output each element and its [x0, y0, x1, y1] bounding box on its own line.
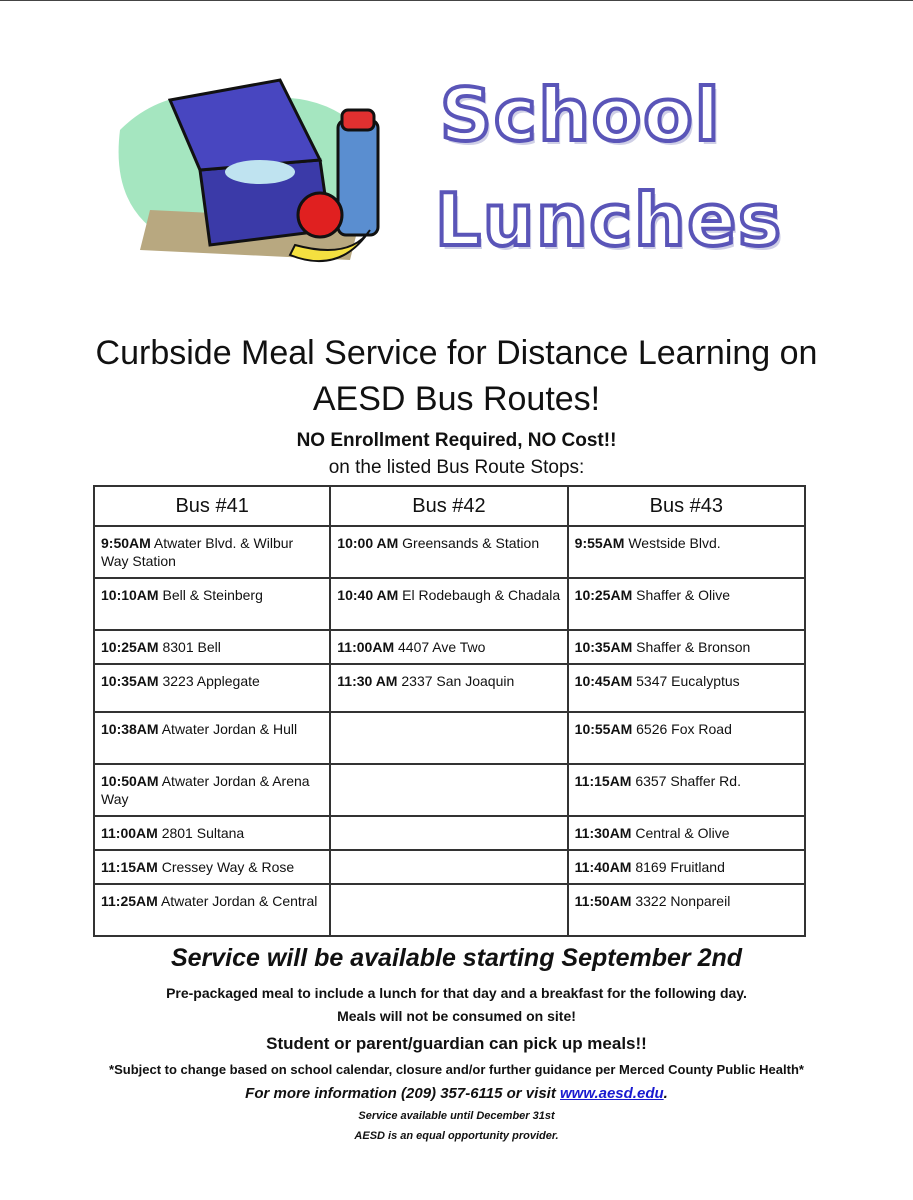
stop-location: 4407 Ave Two: [398, 639, 486, 655]
stop-cell: [94, 884, 330, 936]
stop-time: 10:25AM: [574, 587, 633, 603]
stop-location: Atwater Jordan & Central: [160, 893, 318, 909]
stop-cell: [94, 850, 330, 884]
stop-cell: [568, 664, 805, 712]
stop-cell: [568, 578, 805, 630]
stop-time: 11:50AM: [574, 893, 632, 909]
stop-time: 10:55AM: [574, 721, 633, 737]
stop-time: 11:00AM: [337, 639, 395, 655]
stop-location: 3322 Nonpareil: [635, 893, 731, 909]
stop-cell: [568, 850, 805, 884]
stop-cell: [94, 816, 330, 850]
stop-time: 11:25AM: [101, 893, 158, 909]
stop-cell: [94, 764, 330, 816]
stop-time: 9:55AM: [574, 535, 625, 551]
stop-time: 11:15AM: [574, 773, 632, 789]
column-header: Bus #41: [94, 486, 330, 526]
service-until: Service available until December 31st: [358, 1110, 555, 1122]
meal-description: Pre-packaged meal to include a lunch for that day and a breakfast for the following day.: [166, 985, 747, 1001]
logo-word-school: School: [440, 73, 722, 157]
table-row: [94, 712, 805, 764]
stop-location: Greensands & Station: [402, 535, 540, 551]
stop-cell: [330, 664, 567, 712]
top-border: [0, 0, 913, 1]
disclaimer: *Subject to change based on school calendar, closure and/or further guidance per Merced County Public Health*: [109, 1062, 804, 1077]
stop-cell: [568, 884, 805, 936]
stop-cell: [94, 664, 330, 712]
stop-cell: [94, 526, 330, 578]
stop-time: 11:15AM: [101, 859, 158, 875]
stop-time: 10:50AM: [101, 773, 159, 789]
stop-cell: [94, 578, 330, 630]
equal-opportunity: AESD is an equal opportunity provider.: [354, 1130, 559, 1142]
lunchbox-illustration-icon: [110, 60, 410, 290]
stop-location: 2801 Sultana: [161, 825, 245, 841]
stop-cell: [568, 816, 805, 850]
stop-location: 6526 Fox Road: [636, 721, 732, 737]
stop-time: 10:25AM: [101, 639, 159, 655]
stop-location: 8301 Bell: [162, 639, 221, 655]
stop-cell: [330, 850, 567, 884]
stop-location: Atwater Jordan & Hull: [161, 721, 298, 737]
stop-cell: [568, 630, 805, 664]
stop-cell: [94, 712, 330, 764]
stop-location: 3223 Applegate: [162, 673, 260, 689]
stop-time: 11:40AM: [574, 859, 632, 875]
more-info-suffix: .: [663, 1085, 668, 1102]
page-title-line2: AESD Bus Routes!: [312, 380, 601, 418]
stop-time: 10:40 AM: [337, 587, 399, 603]
stop-time: 11:30AM: [574, 825, 632, 841]
stop-cell: [330, 816, 567, 850]
more-info-text: For more information (209) 357-6115 or visit: [245, 1085, 560, 1102]
stop-location: Atwater Blvd. & Wilbur Way Station: [101, 535, 294, 569]
logo-word-lunches: Lunches: [435, 178, 784, 262]
service-start: Service will be available starting September 2nd: [170, 944, 743, 972]
stop-cell: [94, 630, 330, 664]
table-row: [94, 664, 805, 712]
table-row: [94, 850, 805, 884]
table-row: [94, 884, 805, 936]
stop-cell: [568, 526, 805, 578]
stop-location: Shaffer & Olive: [636, 587, 731, 603]
stop-time: 10:10AM: [101, 587, 159, 603]
stop-time: 11:00AM: [101, 825, 158, 841]
stop-cell: [330, 526, 567, 578]
table-row: [94, 764, 805, 816]
stop-location: Shaffer & Bronson: [636, 639, 751, 655]
table-row: [94, 630, 805, 664]
stop-time: 10:38AM: [101, 721, 159, 737]
stop-cell: [330, 712, 567, 764]
bus-schedule-table: [93, 485, 806, 937]
website-link[interactable]: www.aesd.edu: [560, 1085, 664, 1102]
stop-location: 6357 Shaffer Rd.: [635, 773, 741, 789]
stop-cell: [330, 578, 567, 630]
stop-cell: [330, 630, 567, 664]
stop-location: Central & Olive: [635, 825, 730, 841]
table-row: [94, 816, 805, 850]
stop-cell: [330, 764, 567, 816]
stop-cell: [568, 712, 805, 764]
table-row: [94, 526, 805, 578]
stop-location: 8169 Fruitland: [635, 859, 725, 875]
intro-text: on the listed Bus Route Stops:: [328, 457, 585, 478]
stop-location: El Rodebaugh & Chadala: [402, 587, 561, 603]
stop-location: Cressey Way & Rose: [161, 859, 295, 875]
column-header: Bus #42: [330, 486, 567, 526]
column-header: Bus #43: [568, 486, 805, 526]
stop-time: 11:30 AM: [337, 673, 398, 689]
stop-location: Atwater Jordan & Arena Way: [101, 773, 310, 807]
stop-location: Westside Blvd.: [628, 535, 721, 551]
page-title-line1: Curbside Meal Service for Distance Learning on: [95, 334, 818, 372]
stop-time: 10:00 AM: [337, 535, 399, 551]
stop-time: 10:45AM: [574, 673, 633, 689]
no-onsite-note: Meals will not be consumed on site!: [337, 1008, 576, 1024]
stop-location: Bell & Steinberg: [162, 587, 263, 603]
stop-cell: [330, 884, 567, 936]
stop-time: 9:50AM: [101, 535, 151, 551]
stop-location: 2337 San Joaquin: [401, 673, 515, 689]
table-row: [94, 578, 805, 630]
stop-cell: [568, 764, 805, 816]
stop-time: 10:35AM: [574, 639, 633, 655]
stop-time: 10:35AM: [101, 673, 159, 689]
subtitle: NO Enrollment Required, NO Cost!!: [296, 430, 617, 451]
more-info: [0, 1085, 913, 1102]
pickup-note: Student or parent/guardian can pick up meals!!: [266, 1034, 647, 1053]
stop-location: 5347 Eucalyptus: [636, 673, 740, 689]
school-lunches-logo: [110, 60, 790, 290]
